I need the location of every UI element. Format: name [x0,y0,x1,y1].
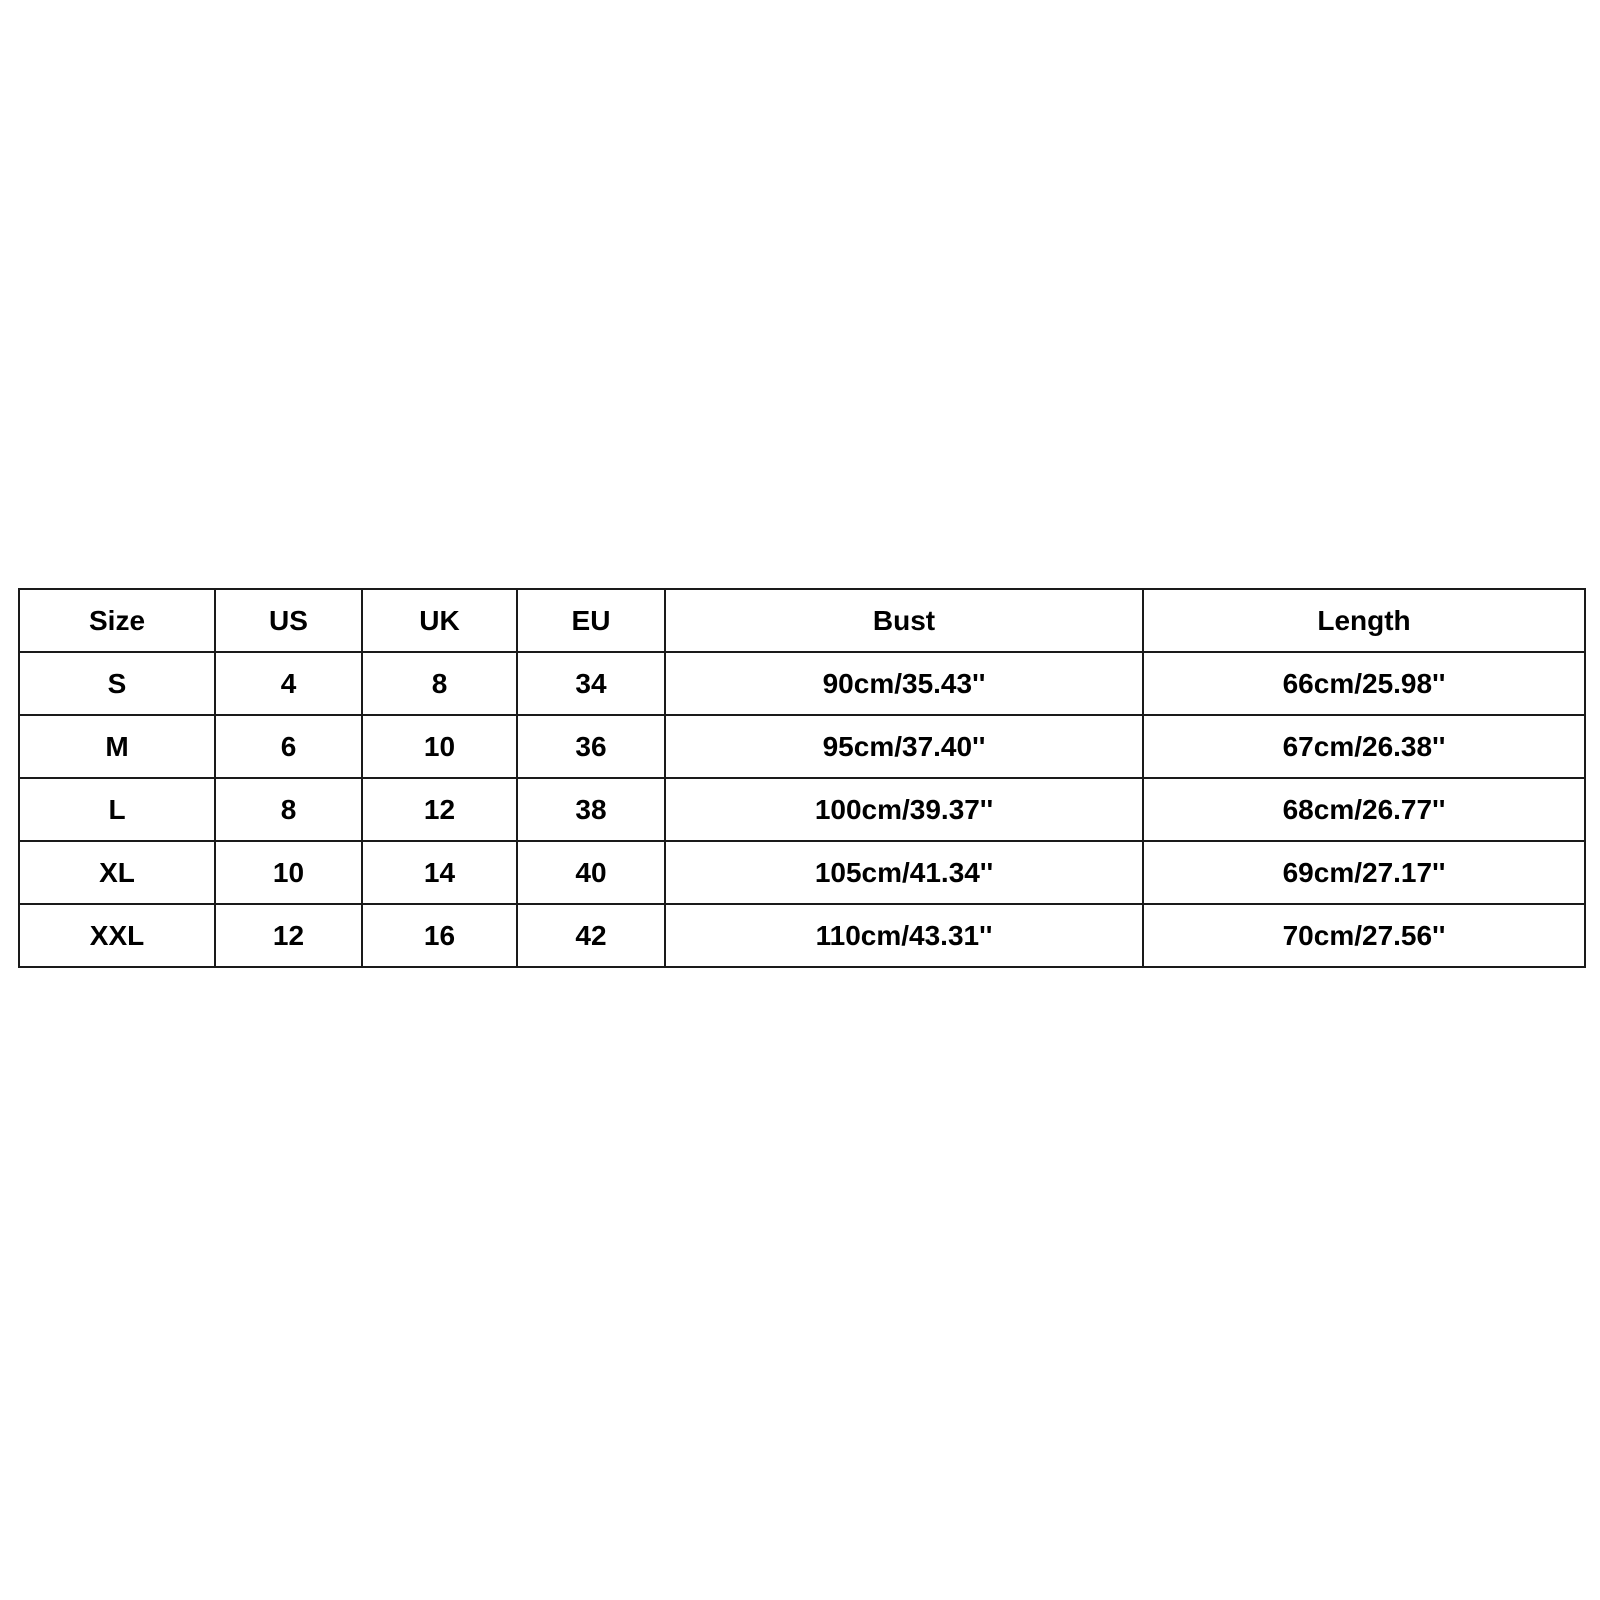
column-header-length: Length [1143,589,1585,652]
table-row [19,715,1585,778]
cell-bust: 90cm/35.43'' [665,652,1143,715]
cell-size: S [19,652,215,715]
cell-length: 70cm/27.56'' [1143,904,1585,967]
cell-length: 68cm/26.77'' [1143,778,1585,841]
column-header-size: Size [19,589,215,652]
cell-us: 6 [215,715,362,778]
cell-uk: 16 [362,904,517,967]
cell-bust: 110cm/43.31'' [665,904,1143,967]
size-chart-table [18,588,1586,968]
column-header-uk: UK [362,589,517,652]
cell-size: M [19,715,215,778]
column-header-bust: Bust [665,589,1143,652]
table-row [19,778,1585,841]
cell-us: 12 [215,904,362,967]
cell-length: 66cm/25.98'' [1143,652,1585,715]
cell-eu: 36 [517,715,665,778]
cell-size: L [19,778,215,841]
cell-length: 69cm/27.17'' [1143,841,1585,904]
cell-size: XXL [19,904,215,967]
cell-eu: 42 [517,904,665,967]
cell-us: 4 [215,652,362,715]
column-header-eu: EU [517,589,665,652]
cell-eu: 34 [517,652,665,715]
cell-eu: 38 [517,778,665,841]
cell-us: 8 [215,778,362,841]
cell-us: 10 [215,841,362,904]
cell-eu: 40 [517,841,665,904]
column-header-us: US [215,589,362,652]
cell-uk: 14 [362,841,517,904]
table-row [19,652,1585,715]
cell-bust: 95cm/37.40'' [665,715,1143,778]
cell-uk: 12 [362,778,517,841]
table-row [19,904,1585,967]
cell-bust: 105cm/41.34'' [665,841,1143,904]
table-header-row [19,589,1585,652]
cell-size: XL [19,841,215,904]
cell-uk: 8 [362,652,517,715]
cell-uk: 10 [362,715,517,778]
cell-bust: 100cm/39.37'' [665,778,1143,841]
cell-length: 67cm/26.38'' [1143,715,1585,778]
table-row [19,841,1585,904]
